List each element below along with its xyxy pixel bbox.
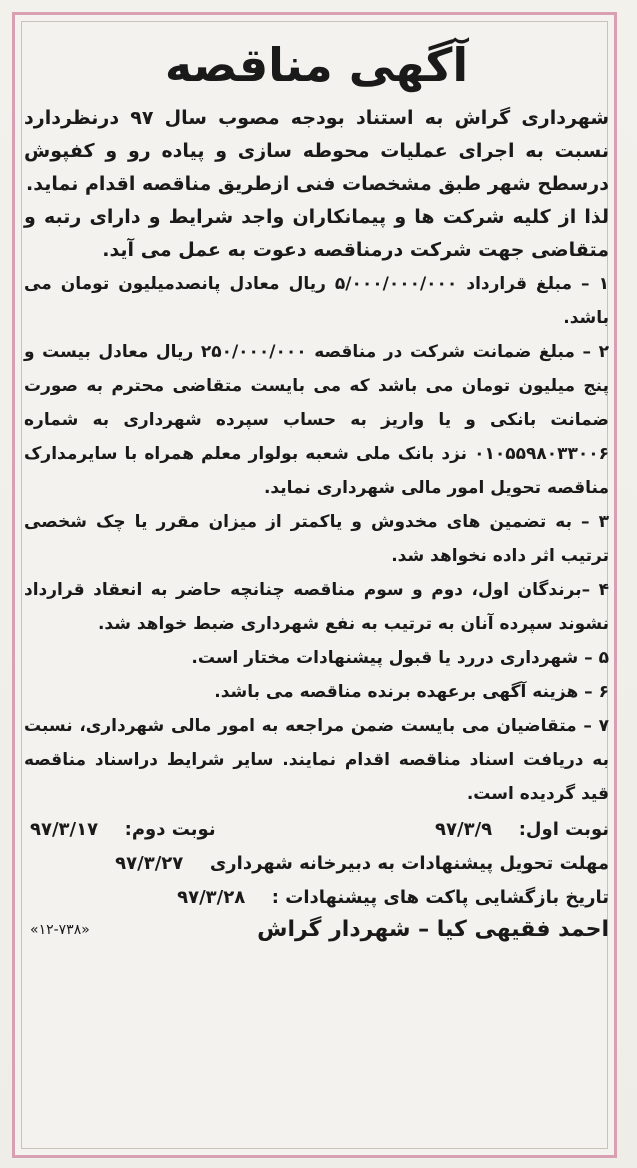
deadline-date: ۹۷/۳/۲۷ (115, 853, 184, 874)
notice-footer (24, 917, 609, 942)
condition-item-4: ۴ –برندگان اول، دوم و سوم مناقصه چنانچه حاضر به انعقاد قرارداد نشوند سپرده آنان به ترتیب به نفع شهرداری ضبط خواهد شد. (24, 580, 609, 634)
intro-paragraph-1: شهرداری گراش به استناد بودجه مصوب سال ۹۷ درنظردارد نسبت به اجرای عملیات محوطه سازی و پیاده رو و کفپوش درسطح شهر طبق مشخصات فنی ازطریق مناقصه اقدام نماید. (24, 107, 610, 195)
ad-code: «۱۲-۷۳۸» (30, 921, 90, 938)
round-second-label: نوبت دوم: (124, 819, 216, 840)
opening-label: تاریخ بازگشایی پاکت های پیشنهادات : (271, 887, 609, 908)
condition-item-6: ۶ – هزینه آگهی برعهده برنده مناقصه می باشد. (214, 682, 609, 702)
deadline-line (24, 847, 609, 881)
round-first (435, 813, 609, 847)
round-second-date: ۹۷/۳/۱۷ (30, 819, 99, 840)
deadline-label: مهلت تحویل پیشنهادات به دبیرخانه شهرداری (209, 853, 609, 874)
condition-item-7: ۷ – متقاضیان می بایست ضمن مراجعه به امور مالی شهرداری، نسبت به دریافت اسناد مناقصه اقدام نمایند. سایر شرایط دراسناد مناقصه قید گردیده است. (24, 716, 609, 804)
round-first-label: نوبت اول: (518, 819, 609, 840)
conditions-list (24, 267, 609, 811)
signature: احمد فقیهی کیا – شهردار گراش (257, 917, 609, 942)
condition-item-1: ۱ – مبلغ قرارداد ۵/۰۰۰/۰۰۰/۰۰۰ ریال معادل پانصدمیلیون تومان می باشد. (24, 274, 609, 328)
condition-item-5: ۵ – شهرداری دررد یا قبول پیشنهادات مختار است. (191, 648, 609, 668)
notice-title: آگهی مناقصه (164, 38, 469, 92)
opening-date: ۹۷/۳/۲۸ (177, 887, 246, 908)
notice-content (24, 24, 609, 942)
round-second (30, 813, 216, 847)
opening-line (24, 881, 609, 915)
intro-paragraph-2: لذا از کلیه شرکت ها و پیمانکاران واجد شرایط و دارای رتبه و متقاضی جهت شرکت درمناقصه دعوت به عمل می آید. (24, 206, 609, 261)
round-first-date: ۹۷/۳/۹ (435, 819, 493, 840)
condition-item-3: ۳ – به تضمین های مخدوش و یاکمتر از میزان مقرر یا چک شخصی ترتیب اثر داده نخواهد شد. (24, 512, 609, 566)
condition-item-2: ۲ – مبلغ ضمانت شرکت در مناقصه ۲۵۰/۰۰۰/۰۰۰ ریال معادل بیست و پنج میلیون تومان می باشد که می بایست متقاضی محترم به صورت ضمانت بانکی و یا واریز به حساب سپرده شهرداری به شماره ۰۱۰۵۵۹۸۰۳۳۰۰۶ نزد بانک ملی شعبه بولوار معلم همراه با سایرمدارک مناقصه تحویل امور مالی شهرداری نماید. (24, 342, 609, 498)
publication-rounds (24, 813, 609, 847)
